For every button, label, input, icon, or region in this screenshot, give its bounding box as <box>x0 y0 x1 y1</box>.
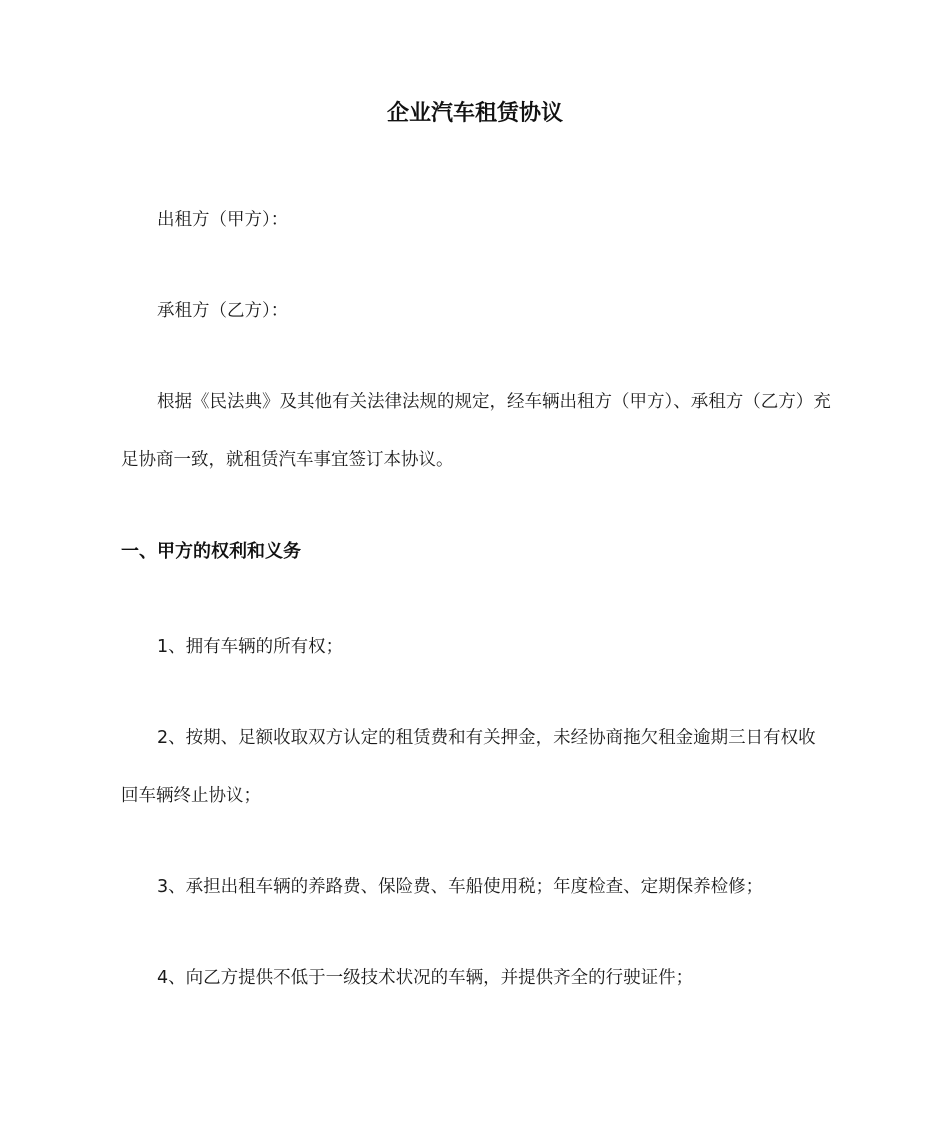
list-item: 2、按期、足额收取双方认定的租赁费和有关押金，未经协商拖欠租金逾期三日有权收回车辆终止协议； <box>121 728 816 806</box>
list-item: 3、承担出租车辆的养路费、保险费、车船使用税；年度检查、定期保养检修； <box>157 877 764 897</box>
lessor-line: 出租方（甲方）： <box>157 210 289 230</box>
section-heading: 一、甲方的权利和义务 <box>121 541 301 562</box>
lessee-line: 承租方（乙方）： <box>157 301 289 321</box>
document-title: 企业汽车租赁协议 <box>386 101 563 126</box>
intro-paragraph: 根据《民法典》及其他有关法律法规的规定，经车辆出租方（甲方）、承租方（乙方）充足协商一致，就租赁汽车事宜签订本协议。 <box>121 392 831 470</box>
list-item: 4、向乙方提供不低于一级技术状况的车辆，并提供齐全的行驶证件； <box>157 968 694 988</box>
list-item: 1、拥有车辆的所有权； <box>157 637 344 657</box>
